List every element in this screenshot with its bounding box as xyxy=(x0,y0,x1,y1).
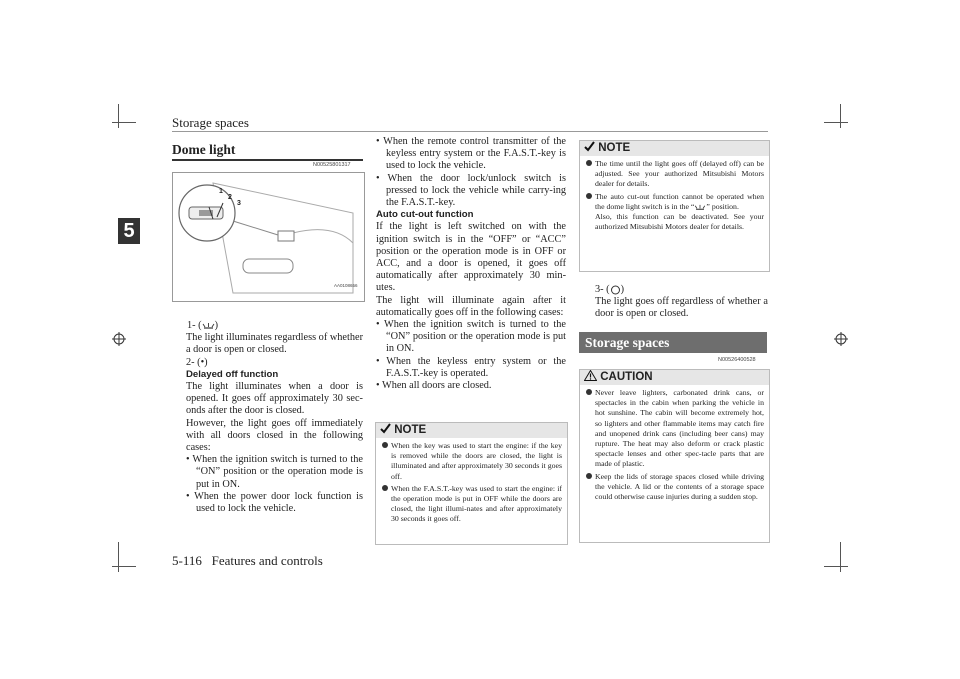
list-item: • When the remote control transmitter of the keyless entry system or the F.A.S.T.-key is used to lock the vehicle. xyxy=(376,136,566,172)
illustration-callout: 3 xyxy=(237,200,241,207)
item-3-block xyxy=(595,284,768,321)
warning-triangle-icon xyxy=(584,370,597,381)
list-item: • When the power door lock function is used to lock the vehicle. xyxy=(186,490,363,515)
item-3-text: The light goes off regardless of whether a door is open or closed. xyxy=(595,296,768,320)
caution-item: Never leave lighters, carbonated drink cans, or spectacles in the cabin when parking the vehicle in hot sunshine. The cabin will become extremely hot, so lighters and other flammable items may catch fire and unopened drink cans (including beer cans) may rupture. The heat may also deform or crack plastic spectacle lenses and other spec-tacle parts that are made of plastic. xyxy=(586,388,764,470)
auto-cut-out-heading: Auto cut-out function xyxy=(376,209,474,221)
chapter-tab: 5 xyxy=(118,218,140,244)
section-rule xyxy=(172,159,363,161)
note-check-icon xyxy=(380,423,391,434)
footer-section: Features and controls xyxy=(211,553,323,568)
crop-mark xyxy=(824,122,848,123)
dome-light-illustration xyxy=(172,172,365,302)
caution-body xyxy=(580,385,769,507)
list-item: • When the ignition switch is turned to the “ON” position or the operation mode is put in ON. xyxy=(186,454,363,490)
bullet-icon xyxy=(382,442,388,448)
auto-cut-out-text-2: The light will illuminate again after it automatically goes off in the following cases: xyxy=(376,294,566,318)
note-body xyxy=(376,438,567,530)
delayed-off-text: The light illuminates when a door is opened. It goes off approximately 30 sec-onds after the door is closed. xyxy=(186,381,363,417)
note-header: NOTE xyxy=(580,141,769,156)
item-3-label: 3- ( ) xyxy=(595,284,625,295)
delayed-off-heading: Delayed off function xyxy=(186,368,279,380)
list-item: • When all doors are closed. xyxy=(376,380,492,392)
illustration-code: AA0108656 xyxy=(334,283,358,288)
note-box xyxy=(375,422,568,545)
crop-mark xyxy=(118,104,119,128)
item-2-label: 2- (•) xyxy=(186,356,208,368)
note-item: The time until the light goes off (delayed off) can be adjusted. See your authorized Mitsubishi Motors dealer for details. xyxy=(586,159,764,190)
bullet-icon xyxy=(382,485,388,491)
illustration-callout: 1 xyxy=(219,188,223,195)
section-heading-storage-spaces: Storage spaces xyxy=(579,332,767,353)
crop-mark xyxy=(112,122,136,123)
bullet-icon xyxy=(586,193,592,199)
header-rule xyxy=(172,131,768,132)
note-item: When the key was used to start the engine: if the key is removed while the doors are closed, the light is illuminated and after approximately 30 seconds it goes off. xyxy=(382,441,562,482)
bullet-icon xyxy=(586,160,592,166)
item-1-label: 1- ( ) xyxy=(187,320,219,331)
caution-item: Keep the lids of storage spaces closed while driving the vehicle. A lid or the contents of a storage space could otherwise cause injuries during a sudden stop. xyxy=(586,472,764,503)
crop-mark xyxy=(118,542,119,572)
page-number: 5-116 xyxy=(172,553,202,568)
caution-box xyxy=(579,369,770,543)
crop-mark xyxy=(840,104,841,128)
left-column-text xyxy=(186,320,363,515)
light-on-icon xyxy=(694,204,706,211)
bullet-icon xyxy=(586,389,592,395)
crop-mark xyxy=(840,542,841,572)
list-item: • When the ignition switch is turned to the “ON” position or the operation mode is put in ON. xyxy=(376,319,566,355)
caution-header: CAUTION xyxy=(580,370,769,385)
auto-cut-out-text: If the light is left switched on with the ignition switch is in the “OFF” or “ACC” position or the operation mode is in OFF or ACC, and a door is opened, it goes off automatically after approximately 30 min-utes. xyxy=(376,221,566,294)
note-box-right xyxy=(579,140,770,272)
crop-mark xyxy=(824,566,848,567)
note-check-icon xyxy=(584,141,595,152)
note-header: NOTE xyxy=(376,423,567,438)
page-footer xyxy=(172,553,323,569)
section-heading-dome-light: Dome light xyxy=(172,142,236,157)
reference-code: N00525801317 xyxy=(313,162,351,168)
reference-code: N00526400528 xyxy=(718,357,756,363)
registration-mark-icon xyxy=(834,332,848,346)
registration-mark-icon xyxy=(112,332,126,346)
running-header: Storage spaces xyxy=(172,115,249,130)
light-off-icon xyxy=(610,285,621,295)
middle-column-text xyxy=(376,136,566,392)
note-item: The auto cut-out function cannot be operated when the dome light switch is in the “ ” position. Also, this function can be deactivated. See your authorized Mitsubishi Motors dealer for details. xyxy=(586,192,764,233)
illustration-callout: 2 xyxy=(228,194,232,201)
item-1-text: The light illuminates regardless of whether a door is open or closed. xyxy=(186,332,363,356)
list-item: • When the keyless entry system or the F.A.S.T.-key is operated. xyxy=(376,355,566,379)
delayed-off-text-2: However, the light goes off immediately with all doors closed in the following cases: xyxy=(186,417,363,454)
note-body xyxy=(580,156,769,237)
list-item: • When the door lock/unlock switch is pressed to lock the vehicle while carry-ing the F.A.S.T.-key. xyxy=(376,172,566,209)
note-item: When the F.A.S.T.-key was used to start the engine: if the operation mode is put in OFF while the doors are closed, the light illumi-nates and after approximately 30 seconds it goes off. xyxy=(382,484,562,525)
crop-mark xyxy=(112,566,136,567)
bullet-icon xyxy=(586,473,592,479)
light-on-icon xyxy=(202,322,215,330)
